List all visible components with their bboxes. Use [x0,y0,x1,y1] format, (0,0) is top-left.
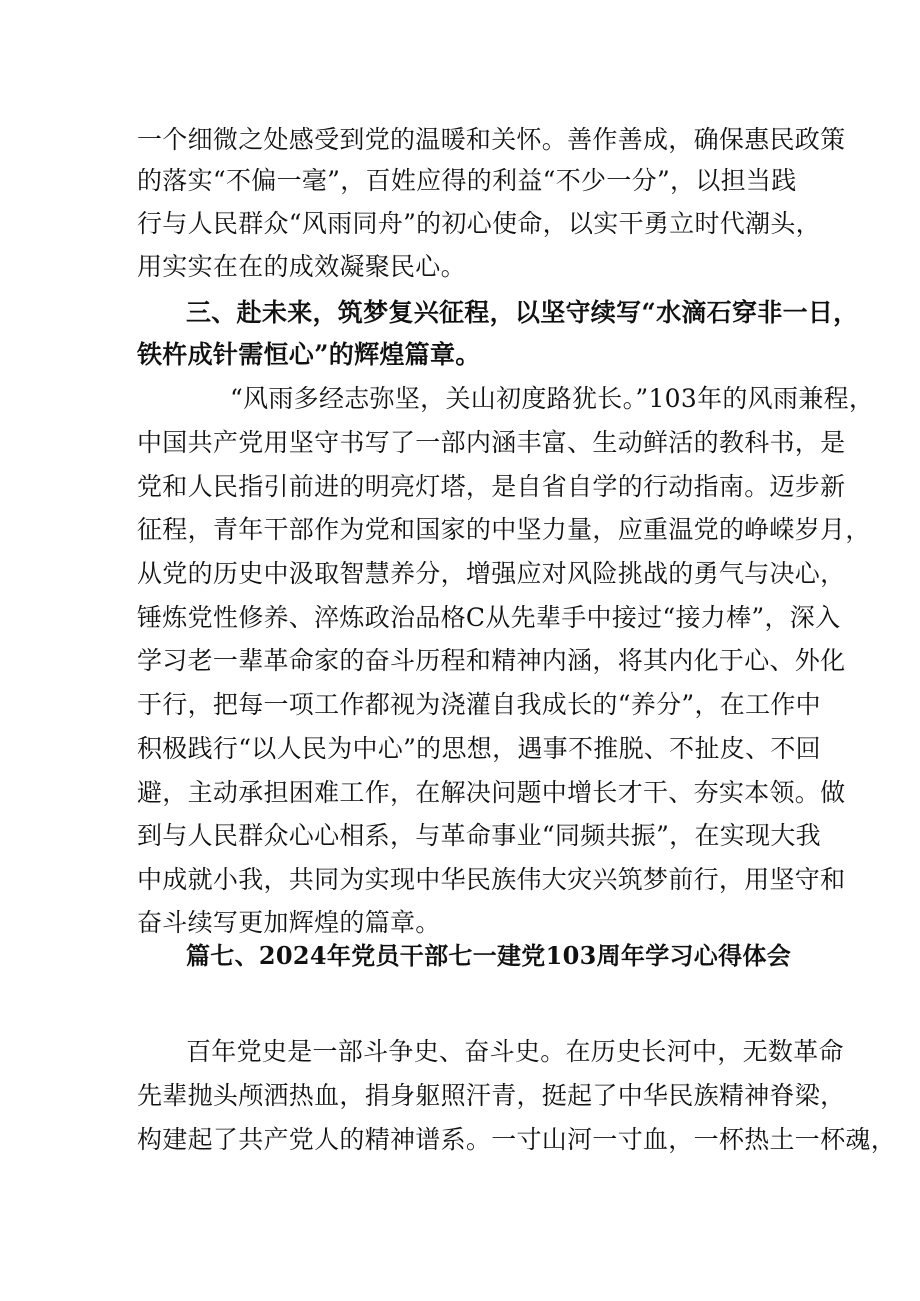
paragraph-2-line-3: 党和人民指引前进的明亮灯塔，是自省自学的行动指南。迈步新 [137,472,846,501]
paragraph-2-line-11: 到与人民群众心心相系，与革命事业“同频共振”，在实现大我 [137,821,821,850]
paragraph-1-line-4: 用实实在在的成效凝聚民心。 [137,252,466,281]
paragraph-2-line-1: “风雨多经志弥坚，关山初度路犹长。”103年的风雨兼程， [230,384,875,413]
paragraph-2-line-4: 征程，青年干部作为党和国家的中坚力量，应重温党的峥嵘岁月， [137,515,871,544]
paragraph-3-line-1: 百年党史是一部斗争史、奋斗史。在历史长河中，无数革命 [186,1037,844,1066]
paragraph-3-line-2: 先辈抛头颅洒热血，捐身躯照汗青，挺起了中华民族精神脊梁， [137,1081,846,1110]
paragraph-2-line-10: 避，主动承担困难工作，在解决问题中增长才干、夯实本领。做 [137,778,846,807]
paragraph-2-line-13: 奋斗续写更加辉煌的篇章。 [137,908,441,937]
heading-3-line-1: 三、赴未来，筑梦复兴征程，以坚守续写“水滴石穿非一日， [186,298,859,327]
paragraph-1-line-2: 的落实“不偏一毫”，百姓应得的利益“不少一分”，以担当践 [137,166,797,195]
paragraph-1-line-1: 一个细微之处感受到党的温暖和关怀。善作善成，确保惠民政策 [137,125,846,154]
paragraph-2-line-5: 从党的历史中汲取智慧养分，增强应对风险挑战的勇气与决心， [137,559,846,588]
paragraph-1-line-3: 行与人民群众“风雨同舟”的初心使命，以实干勇立时代潮头， [137,209,821,238]
paragraph-2-line-7: 学习老一辈革命家的奋斗历程和精神内涵，将其内化于心、外化 [137,646,846,675]
paragraph-2-line-9: 积极践行“以人民为中心”的思想，遇事不推脱、不扯皮、不回 [137,734,821,763]
heading-3-line-2: 铁杵成针需恒心”的辉煌篇章。 [137,340,481,369]
paragraph-2-line-12: 中成就小我，共同为实现中华民族伟大灾兴筑梦前行，用坚守和 [137,865,846,894]
paragraph-3-line-3: 构建起了共产党人的精神谱系。一寸山河一寸血，一杯热土一杯魂， [137,1125,897,1154]
paragraph-2-line-2: 中国共产党用坚守书写了一部内涵丰富、生动鲜活的教科书，是 [137,428,846,457]
section-title: 篇七、2024年党员干部七一建党103周年学习心得体会 [186,941,791,970]
paragraph-2-line-6: 锤炼党性修养、淬炼政治品格C从先辈手中接过“接力棒”，深入 [137,603,841,632]
paragraph-2-line-8: 于行，把每一项工作都视为浇灌自我成长的“养分”，在工作中 [137,690,821,719]
